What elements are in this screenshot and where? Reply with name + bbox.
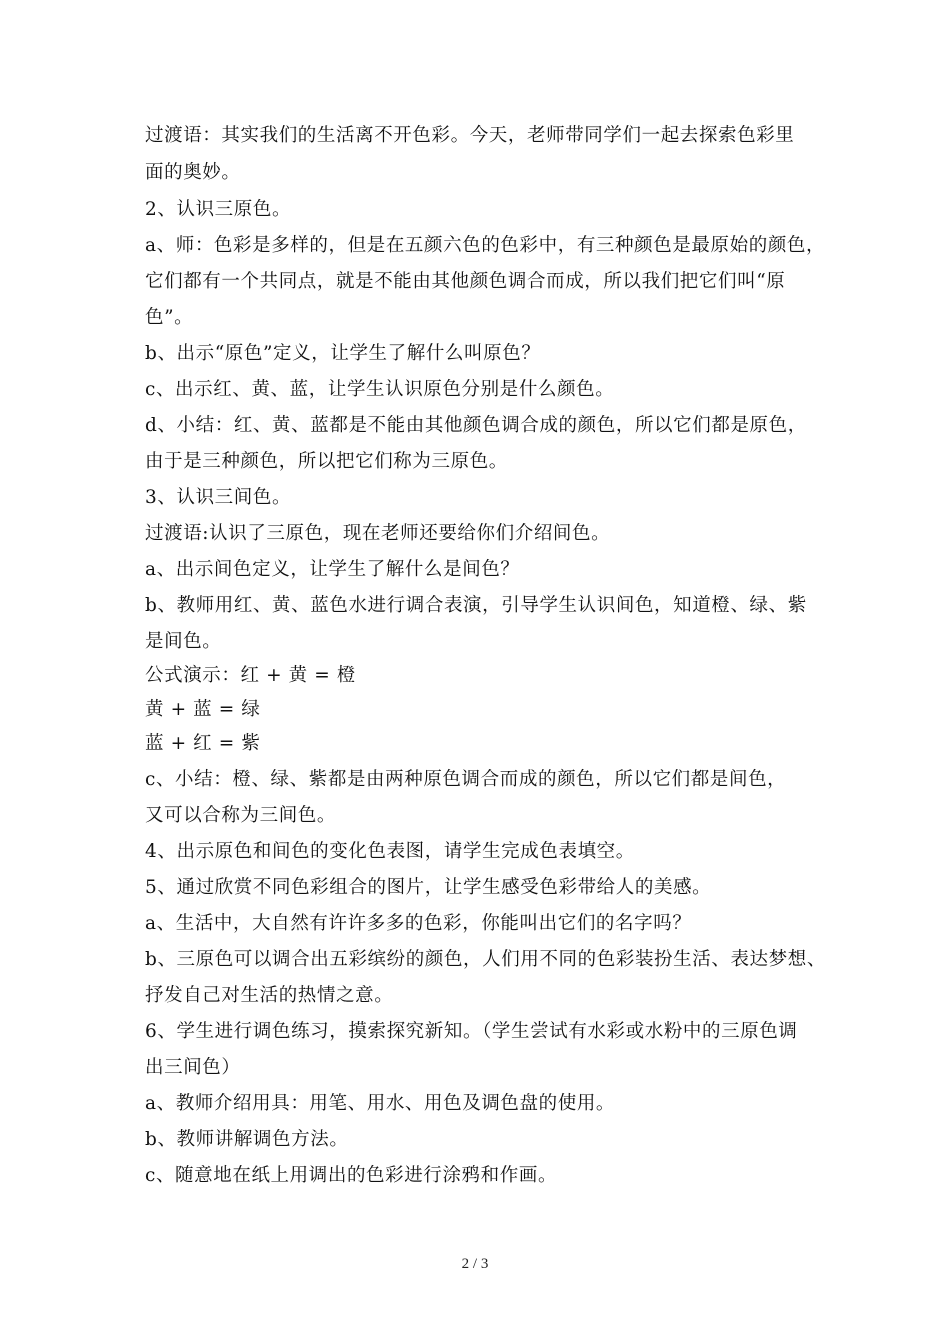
text-line: 是间色。 — [145, 631, 222, 652]
text-line: 出三间色） — [145, 1057, 241, 1078]
text-line: 由于是三种颜色，所以把它们称为三原色。 — [145, 451, 508, 472]
page-number: 2 / 3 — [461, 1256, 489, 1272]
formula-line: 蓝 + 红 = 紫 — [145, 733, 261, 754]
text-line: 面的奥妙。 — [145, 162, 241, 183]
section-heading: 3、认识三间色。 — [145, 487, 292, 508]
formula-line: 公式演示：红 + 黄 = 橙 — [145, 665, 356, 686]
text-line: 过渡语:认识了三原色，现在老师还要给你们介绍间色。 — [145, 523, 611, 544]
text-line: 抒发自己对生活的热情之意。 — [145, 985, 394, 1006]
text-line: d、小结：红、黄、蓝都是不能由其他颜色调合成的颜色，所以它们都是原色， — [145, 415, 807, 436]
text-line: b、教师用红、黄、蓝色水进行调合表演，引导学生认识间色，知道橙、绿、紫 — [145, 595, 807, 616]
text-line: 它们都有一个共同点，就是不能由其他颜色调合而成，所以我们把它们叫“原 — [145, 271, 786, 292]
text-line: b、教师讲解调色方法。 — [145, 1129, 349, 1150]
text-line: 色”。 — [145, 307, 194, 328]
section-heading: 4、出示原色和间色的变化色表图，请学生完成色表填空。 — [145, 841, 635, 862]
text-line: c、小结：橙、绿、紫都是由两种原色调合而成的颜色，所以它们都是间色， — [145, 769, 787, 790]
text-line: c、出示红、黄、蓝，让学生认识原色分别是什么颜色。 — [145, 379, 615, 400]
text-line: b、出示“原色”定义，让学生了解什么叫原色？ — [145, 343, 541, 364]
section-heading: 6、学生进行调色练习，摸索探究新知。（学生尝试有水彩或水粉中的三原色调 — [145, 1021, 798, 1042]
text-line: c、随意地在纸上用调出的色彩进行涂鸦和作画。 — [145, 1165, 558, 1186]
section-heading: 2、认识三原色。 — [145, 199, 292, 220]
text-line: a、师：色彩是多样的，但是在五颜六色的色彩中，有三种颜色是最原始的颜色， — [145, 235, 826, 256]
text-line: 过渡语：其实我们的生活离不开色彩。今天，老师带同学们一起去探索色彩里 — [145, 125, 795, 146]
text-line: b、三原色可以调合出五彩缤纷的颜色，人们用不同的色彩装扮生活、表达梦想、 — [145, 949, 826, 970]
text-line: 又可以合称为三间色。 — [145, 805, 337, 826]
text-line: a、生活中，大自然有许许多多的色彩，你能叫出它们的名字吗？ — [145, 913, 692, 934]
text-line: a、出示间色定义，让学生了解什么是间色？ — [145, 559, 520, 580]
section-heading: 5、通过欣赏不同色彩组合的图片，让学生感受色彩带给人的美感。 — [145, 877, 712, 898]
text-line: a、教师介绍用具：用笔、用水、用色及调色盘的使用。 — [145, 1093, 616, 1114]
formula-line: 黄 + 蓝 = 绿 — [145, 699, 261, 720]
